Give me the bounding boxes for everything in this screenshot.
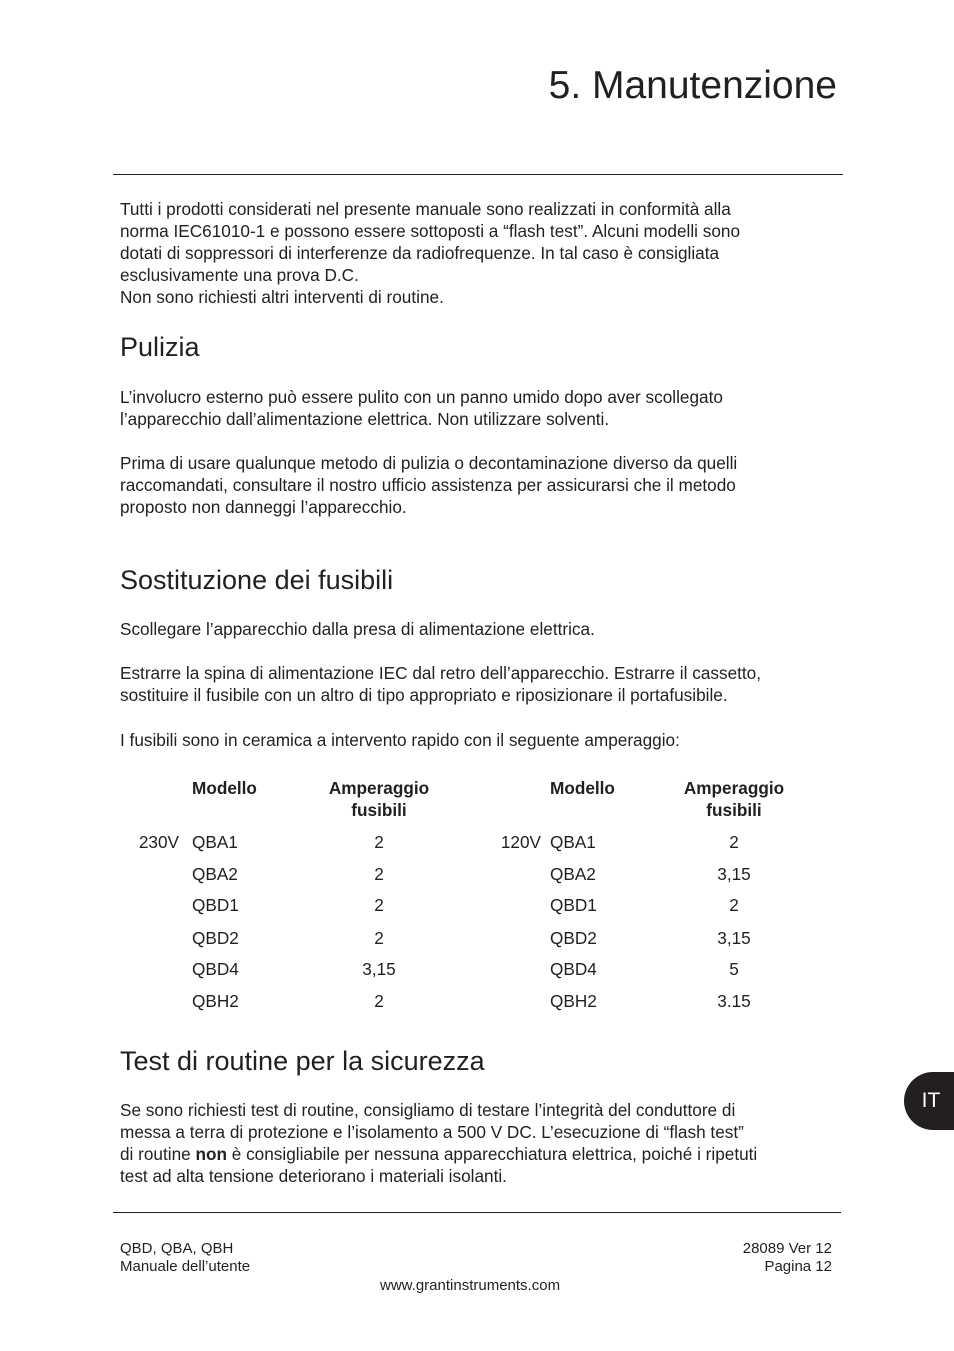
footer-manual: Manuale dell’utente (120, 1258, 251, 1275)
col-header-amp-left (309, 777, 449, 821)
safety-paragraph (120, 1099, 845, 1187)
table-cell-amp: 5 (729, 959, 739, 979)
table-cell-model: QBD2 (550, 928, 597, 948)
header-line: Amperaggio (328, 778, 430, 798)
footer-left (120, 1240, 250, 1276)
fuses-paragraph-1: Scollegare l’apparecchio dalla presa di alimentazione elettrica. (120, 619, 595, 639)
cleaning-paragraph-2 (120, 452, 845, 518)
footer-version: 28089 Ver 12 (742, 1240, 832, 1257)
text-line: test ad alta tensione deteriorano i materiali isolanti. (120, 1166, 507, 1186)
table-cell-amp: 2 (374, 864, 384, 884)
heading-fuses: Sostituzione dei fusibili (120, 565, 394, 595)
heading-cleaning: Pulizia (120, 332, 200, 362)
text-line: Tutti i prodotti considerati nel presente manuale sono realizzati in conformità alla (120, 199, 731, 219)
text-span: di routine (120, 1144, 196, 1164)
text-line: esclusivamente una prova D.C. (120, 265, 359, 285)
table-cell-amp: 3.15 (717, 991, 751, 1011)
table-cell-amp: 2 (374, 895, 384, 915)
text-line: Estrarre la spina di alimentazione IEC dal retro dell’apparecchio. Estrarre il cassetto, (120, 663, 762, 683)
language-tab: IT (904, 1072, 954, 1130)
page-title: 5. Manutenzione (548, 64, 837, 107)
footer-right (743, 1240, 832, 1276)
text-line: raccomandati, consultare il nostro ufficio assistenza per assicurarsi che il metodo (120, 475, 736, 495)
text-line: dotati di soppressori di interferenze da radiofrequenze. In tal caso è consigliata (120, 243, 720, 263)
cleaning-paragraph-1 (120, 386, 845, 430)
table-cell-model: QBA2 (192, 864, 238, 884)
voltage-label-right: 120V (500, 832, 541, 852)
fuses-paragraph-2 (120, 662, 845, 706)
table-cell-amp: 2 (729, 895, 739, 915)
table-cell-amp: 2 (374, 928, 384, 948)
table-cell-amp: 2 (374, 832, 384, 852)
text-line: Se sono richiesti test di routine, consigliamo di testare l’integrità del conduttore di (120, 1100, 736, 1120)
text-line: L’involucro esterno può essere pulito con un panno umido dopo aver scollegato (120, 387, 723, 407)
col-header-amp-right (664, 777, 804, 821)
fuses-paragraph-3: I fusibili sono in ceramica a intervento rapido con il seguente amperaggio: (120, 730, 680, 750)
text-line (120, 1143, 845, 1165)
col-header-model-right: Modello (550, 778, 615, 798)
table-cell-amp: 3,15 (362, 959, 396, 979)
intro-paragraph (120, 198, 845, 308)
header-line: fusibili (706, 800, 762, 820)
table-cell-model: QBH2 (192, 991, 239, 1011)
footer-models: QBD, QBA, QBH (120, 1240, 234, 1257)
table-cell-model: QBD4 (550, 959, 597, 979)
text-span: è consigliabile per nessuna apparecchiatura elettrica, poiché i ripetuti (226, 1144, 758, 1164)
text-line: norma IEC61010-1 e possono essere sottoposti a “flash test”. Alcuni modelli sono (120, 221, 741, 241)
text-line: l’apparecchio dall’alimentazione elettrica. Non utilizzare solventi. (120, 409, 610, 429)
table-cell-model: QBA1 (550, 832, 596, 852)
table-cell-model: QBD1 (192, 895, 239, 915)
table-cell-amp: 2 (374, 991, 384, 1011)
text-line: messa a terra di protezione e l’isolamento a 500 V DC. L’esecuzione di “flash test” (120, 1122, 744, 1142)
text-line: sostituire il fusibile con un altro di tipo appropriato e riposizionare il portafusibile. (120, 685, 728, 705)
header-divider (113, 174, 843, 175)
table-cell-model: QBD2 (192, 928, 239, 948)
col-header-model-left: Modello (192, 778, 257, 798)
table-cell-model: QBA1 (192, 832, 238, 852)
table-cell-model: QBH2 (550, 991, 597, 1011)
voltage-label-left: 230V (138, 832, 179, 852)
text-line: Non sono richiesti altri interventi di routine. (120, 287, 444, 307)
table-cell-model: QBD1 (550, 895, 597, 915)
table-cell-model: QBA2 (550, 864, 596, 884)
heading-safety-tests: Test di routine per la sicurezza (120, 1046, 485, 1076)
text-line: Prima di usare qualunque metodo di pulizia o decontaminazione diverso da quelli (120, 453, 738, 473)
footer-website: www.grantinstruments.com (380, 1277, 561, 1294)
footer-page-number: Pagina 12 (764, 1258, 832, 1275)
emphasis-text: non (195, 1144, 227, 1164)
table-cell-amp: 2 (729, 832, 739, 852)
header-line: Amperaggio (683, 778, 785, 798)
table-cell-amp: 3,15 (717, 928, 751, 948)
table-cell-model: QBD4 (192, 959, 239, 979)
header-line: fusibili (351, 800, 407, 820)
footer-divider (113, 1212, 841, 1213)
text-line: proposto non danneggi l’apparecchio. (120, 497, 407, 517)
table-cell-amp: 3,15 (717, 864, 751, 884)
